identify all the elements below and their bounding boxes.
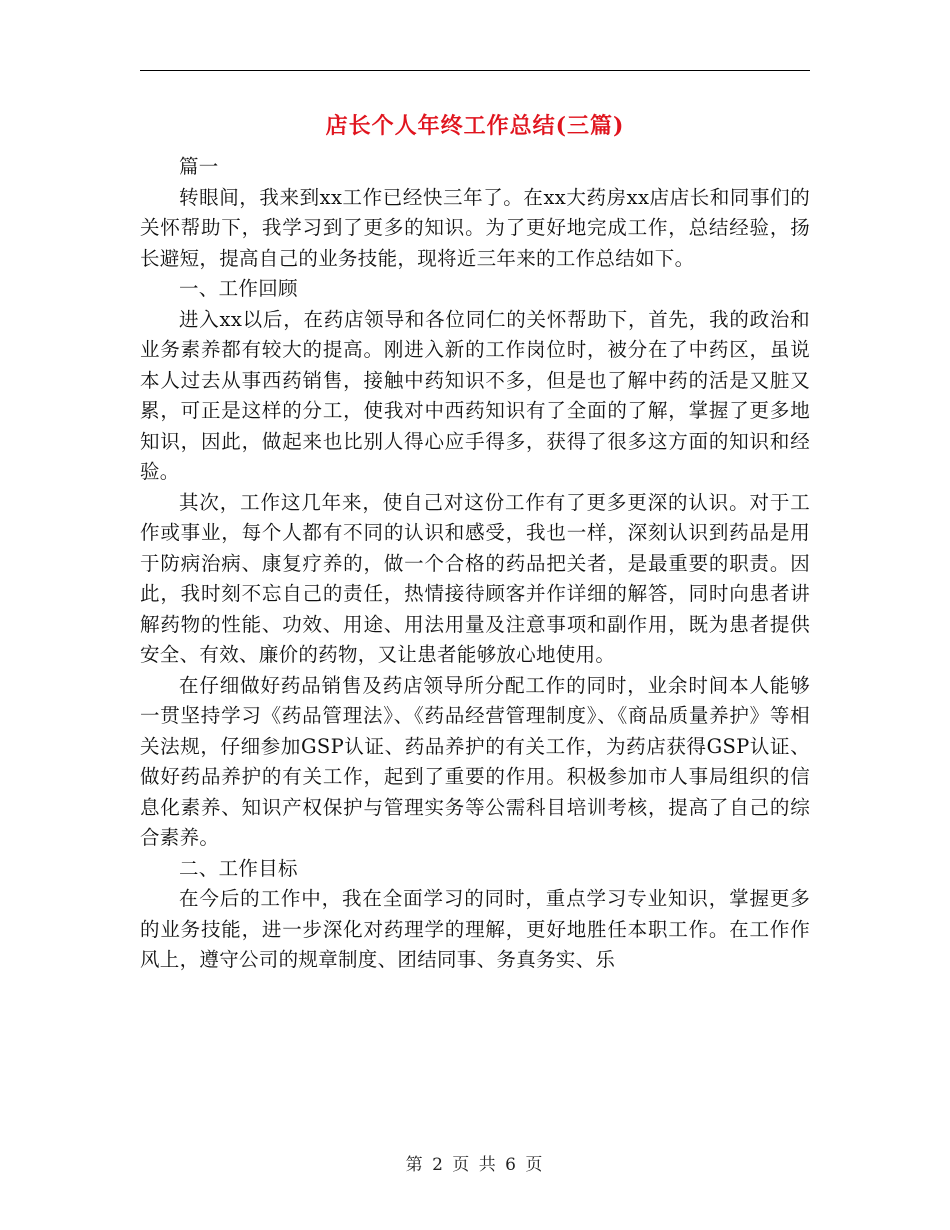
paragraph-intro: 转眼间，我来到xx工作已经快三年了。在xx大药房xx店店长和同事们的关怀帮助下，我学习到了更多的知识。为了更好地完成工作，总结经验，扬长避短，提高自己的业务技能，现将近三年来的工作总结如下。: [140, 185, 810, 270]
paragraph-review-2: 其次，工作这几年来，使自己对这份工作有了更多更深的认识。对于工作或事业，每个人都有不同的认识和感受，我也一样，深刻认识到药品是用于防病治病、康复疗养的，做一个合格的药品把关者，是最重要的职责。因此，我时刻不忘自己的责任，热情接待顾客并作详细的解答，同时向患者讲解药物的性能、功效、用途、用法用量及注意事项和副作用，既为患者提供安全、有效、廉价的药物，又让患者能够放心地使用。: [140, 490, 810, 666]
heading-work-review: 一、工作回顾: [179, 277, 298, 300]
document-title: 店长个人年终工作总结(三篇): [325, 113, 625, 139]
paragraph-goals-1: 在今后的工作中，我在全面学习的同时，重点学习专业知识，掌握更多的业务技能，进一步深化对药理学的理解，更好地胜任本职工作。在工作作风上，遵守公司的规章制度、团结同事、务真务实、乐: [140, 887, 810, 971]
heading-work-goals: 二、工作目标: [179, 856, 298, 880]
paragraph-review-1: 进入xx以后，在药店领导和各位同仁的关怀帮助下，首先，我的政治和业务素养都有较大的提高。刚进入新的工作岗位时，被分在了中药区，虽说本人过去从事西药销售，接触中药知识不多，但是也了解中药的活是又脏又累，可正是这样的分工，使我对中西药知识有了全面的了解，掌握了更多地知识，因此，做起来也比别人得心应手得多，获得了很多这方面的知识和经验。: [140, 307, 810, 483]
section-label: 篇一: [179, 155, 219, 178]
document-body: [140, 152, 810, 976]
page-number-footer: 第 2 页 共 6 页: [405, 1155, 545, 1175]
header-rule: [140, 70, 810, 71]
paragraph-review-3: 在仔细做好药品销售及药店领导所分配工作的同时，业余时间本人能够一贯坚持学习《药品管理法》、《药品经营管理制度》、《商品质量养护》等相关法规，仔细参加GSP认证、药品养护的有关工作，为药店获得GSP认证、做好药品养护的有关工作，起到了重要的作用。积极参加市人事局组织的信息化素养、知识产权保护与管理实务等公需科目培训考核，提高了自己的综合素养。: [140, 673, 810, 849]
